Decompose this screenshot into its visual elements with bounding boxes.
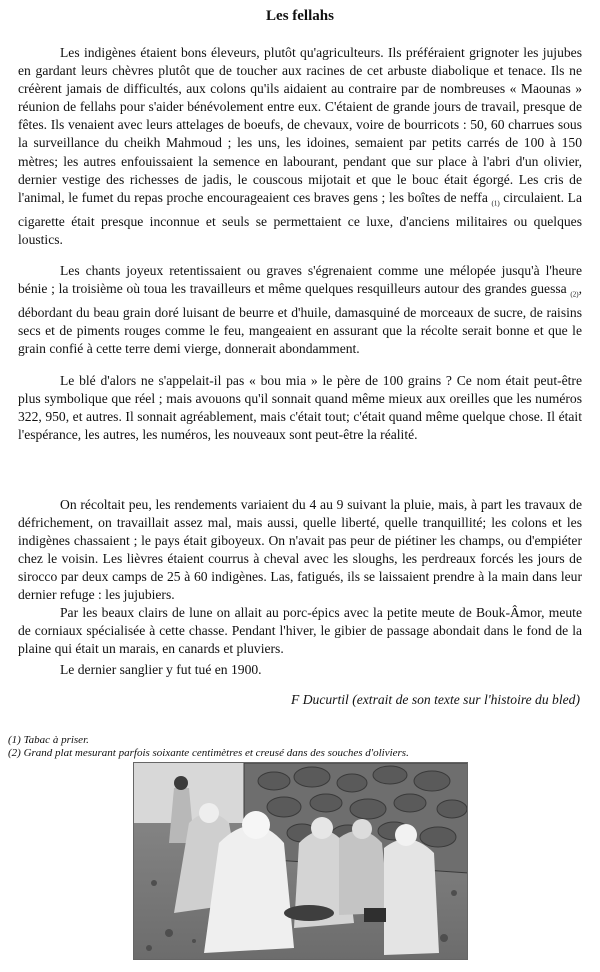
paragraph-2-text-a: Les chants joyeux retentissaient ou graves s'égrenaient comme une mélopée jusqu'à l'heure bénie ; la troisième où toua les travailleurs et même quelques resquilleurs autour des grandes guessa [18,263,582,297]
paragraph-1-text-a: Les indigènes étaient bons éleveurs, plutôt qu'agriculteurs. Ils préféraient grignoter les jujubes en gardant leurs chèvres plutôt que de toucher aux racines de cet arbuste diabolique et tenace. Ils ne créèrent jamais de difficultés, aux colons qu'ils aidaient au contraire par de nombreuses « Maounas » réunion de fellahs pour s'aider bénévolement entre eux. C'étaient de grande jours de travail, presque de fêtes. Ils venaient avec leurs attelages de boeufs, de chevaux, voire de bourricots : 50, 60 charrues sous la surveillance du cheikh Mahmoud ; les uns, les idoines, semaient par petits carrés de 100 à 150 mètres; les autres enfouissaient la semence en labourant, pendant que sur place à l'abri d'un olivier, dernier vestige des richesses de jadis, le couscous mijotait et que le bouc était égorgé. Les cris de l'animal, le fumet du repas proche encourageaient ces braves gens ; les boîtes de neffa [18,45,582,205]
paragraph-2-text-b: , débordant du beau grain doré luisant de beurre et d'huile, damasquiné de morceaux de sucre, de raisins secs et de piments rouges comme le feu, mangeaient en assurant que la récolte serait bonne et que le grain confié à cette terre demi vierge, donnerait abondamment. [18,281,582,357]
historical-photo [133,762,468,960]
paragraph-5: Par les beaux clairs de lune on allait au porc-épics avec la petite meute de Bouk-Âmor, meute de corniaux spécialisée à cette chasse. Pendant l'hiver, le gibier de passage abondait dans le fond de la plaine qui était un marais, en canards et pluviers. [18,605,582,657]
paragraph-1-text-b: circulaient. La cigarette était presque inconnue et seuls se permettaient ce luxe, d'anciens militaires ou quelques loustics. [18,189,582,247]
paragraph-3: Le blé d'alors ne s'appelait-il pas « bou mia » le père de 100 grains ? Ce nom était peut-être plus symbolique que réel ; mais avouons qu'il sonnait quand même mieux aux oreilles que les numéros 322, 950, et autres. Il sonnait agréablement, mais c'était tout; c'était quand même quelque chose. Il était l'espérance, les autres, les numéros, les nouveaux sont peut-être la réalité. [18,373,582,443]
paragraph-1 [18,44,582,249]
footnote-ref-2: (2) [570,290,579,299]
footnote-2: (2) Grand plat mesurant parfois soixante centimètres et creusé dans des souches d'oliviers. [8,747,409,759]
photo-illustration [134,763,468,960]
paragraph-6: Le dernier sanglier y fut tué en 1900. [60,662,262,677]
paragraph-4: On récoltait peu, les rendements variaient du 4 au 9 suivant la pluie, mais, à part les travaux de défrichement, on travaillait assez mal, mais aussi, quelle liberté, quelle tranquillité; les colons et les indigènes chassaient ; le pays était giboyeux. On n'avait pas peur de piétiner les champs, ou d'empiéter chez le voisin. Les lièvres étaient courrus à cheval avec les sloughs, les perdreaux forcés les jours de sirocco par deux camps de 25 à 60 indigènes. Las, fatigués, ils se laissaient prendre à la main dans leur dernier refuge : les jujubiers. [18,497,582,603]
page-title: Les fellahs [266,8,334,24]
footnote-ref-1: (1) [491,199,500,208]
footnote-1: (1) Tabac à priser. [8,734,89,746]
author-signature: F Ducurtil (extrait de son texte sur l'histoire du bled) [291,692,580,707]
paragraph-2 [18,262,582,358]
